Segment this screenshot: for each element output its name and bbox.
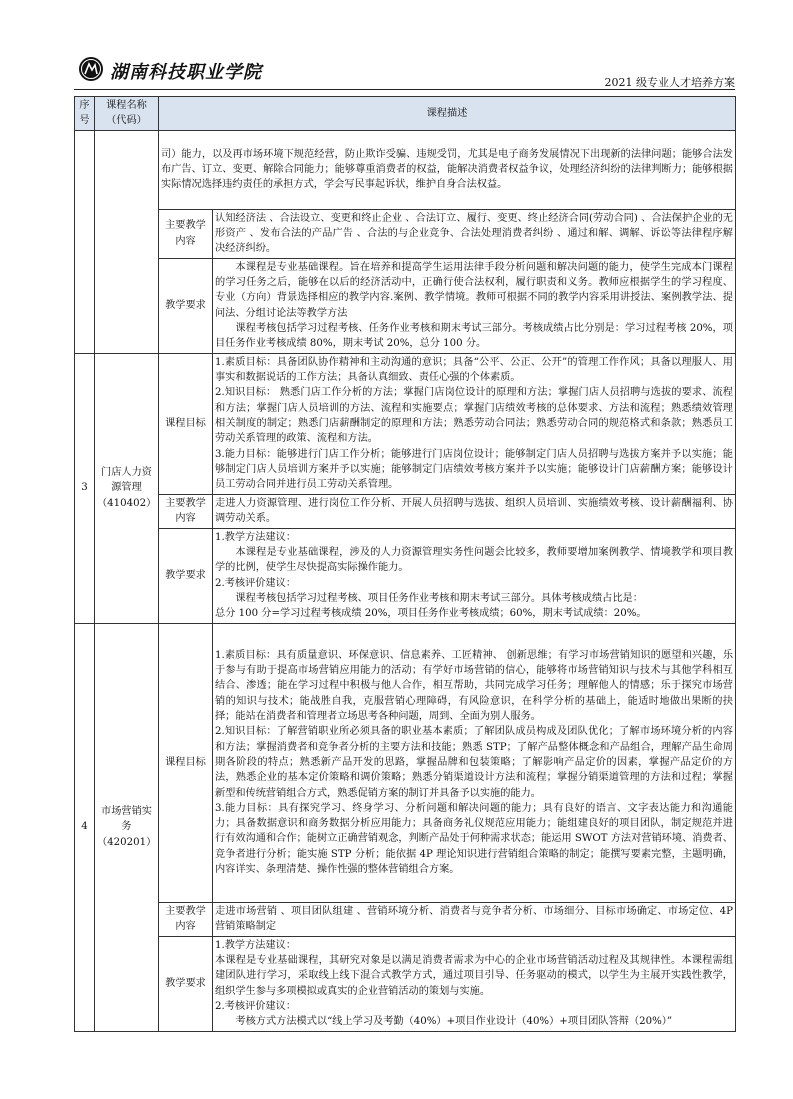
course-table: [74, 96, 736, 1032]
course-code: （410402）: [97, 497, 157, 509]
course-goals: 1.素质目标：具备团队协作精神和主动沟通的意识；具备“公平、公正、公开”的管理工作作风；具备以理服人、用事实和数据说话的工作方法；具备认真细致、责任心强的个体素质。 2.知识目标： 熟悉门店工作分析的方法；掌握门店岗位设计的原理和方法；掌握门店人员招聘与选拔的要求、流程和方法；掌握门店人员培训的方法、流程和实施要点；掌握门店绩效考核的总体要求、方法和流程；熟悉绩效管理相关制度的制定；熟悉门店薪酬制定的原理和方法；熟悉劳动合同法；熟悉劳动合同的规范格式和条款；熟悉员工劳动关系管理的政策、流程和方法。 3.能力目标：能够进行门店工作分析；能够进行门店岗位设计；能够制定门店人员招聘与选拔方案并予以实施；能够制定门店人员培训方案并予以实施；能够制定门店绩效考核方案并予以实施；能够设计门店薪酬方案；能够设计员工劳动合同并进行员工劳动关系管理。: [213, 353, 736, 494]
table-row: [75, 494, 736, 528]
course-code: （420201）: [97, 836, 157, 848]
header-rule: [74, 89, 735, 90]
row-label-content: 主要教学内容: [159, 902, 213, 936]
course-name: 市场营销实务 （420201）: [95, 623, 159, 1031]
page-header: [74, 54, 735, 88]
row-label-goals: 课程目标: [159, 353, 213, 494]
row-label-content: 主要教学内容: [159, 209, 213, 258]
course-name: 门店人力资源管理 （410402）: [95, 353, 159, 623]
table-row: [75, 902, 736, 936]
table-row: [75, 936, 736, 1031]
course-requirements: 1.教学方法建议： 本课程是专业基础课程，涉及的人力资源管理实务性问题会比较多，教师要增加案例教学、情境教学和项目教学的比例，使学生尽快提高实际操作能力。 2.考核评价建议： 课程考核包括学习过程考核、项目任务作业考核和期末考试三部分。具体考核成绩占比是： 总分 100 分=学习过程考核成绩 20%，项目任务作业考核成绩；60%，期末考试成绩：20%。: [213, 528, 736, 623]
course-no: 3: [75, 353, 95, 623]
course-requirements: 1.教学方法建议： 本课程是专业基础课程，其研究对象是以满足消费者需求为中心的企业市场营销活动过程及其规律性。本课程需组建团队进行学习，采取线上线下混合式教学方式，通过项目引导、任务驱动的模式，以学生为主展开实践性教学，组织学生参与多项模拟或真实的企业营销活动的策划与实施。 2.考核评价建议： 考核方式方法模式以“线上学习及考勤（40%）+项目作业设计（40%）+项目团队答辩（20%）”: [213, 936, 736, 1031]
table-row: [75, 353, 736, 494]
course-name: [95, 130, 159, 353]
table-row: [75, 130, 736, 209]
school-name: 湖南科技职业学院: [110, 62, 262, 83]
course-content: 走进人力资源管理、进行岗位工作分析、开展人员招聘与选拔、组织人员培训、实施绩效考核、设计薪酬福利、协调劳动关系。: [213, 494, 736, 528]
plan-title: 2021 级专业人才培养方案: [604, 76, 735, 89]
course-requirements: 本课程是专业基础课程。旨在培养和提高学生运用法律手段分析问题和解决问题的能力，使学生完成本门课程的学习任务之后，能够在以后的经济活动中，正确行使合法权利，履行职责和义务。教师应根据学生的学习程度、专业（方向）背景选择相应的教学内容.案例、教学情境。教师可根据不同的教学内容采用讲授法、案例教学法、提问法、分组讨论法等教学方法 课程考核包括学习过程考核、任务作业考核和期末考试三部分。考核成绩占比分别是：学习过程考核 20%，项目任务作业考核成绩 80%，期末考试 20%，总分 100 分。: [213, 258, 736, 353]
course-content: 认知经济法 、合法设立、变更和终止企业 、合法订立、履行、变更、终止经济合同(劳动合同) 、合法保护企业的无形资产 、发布合法的产品广告 、合法的与企业竞争、合法处理消费者纠纷 、通过和解、调解、诉讼等法律程序解决经济纠纷。: [213, 209, 736, 258]
table-row: [75, 528, 736, 623]
course-desc-continuation: 司）能力，以及再市场环境下规范经营，防止欺诈受骗、违规受罚，尤其是电子商务发展情况下出现新的法律问题；能够合法发布广告、订立、变更、解除合同能力；能够尊重消费者的权益，能解决消费者权益争议，处理经济纠纷的法律判断力；能够根据实际情况选择违约责任的承担方式，学会写民事起诉状，维护自身合法权益。: [159, 130, 736, 209]
col-header-desc: 课程描述: [159, 97, 736, 131]
table-row: [75, 623, 736, 902]
table-row: [75, 258, 736, 353]
row-label-goals: 课程目标: [159, 623, 213, 902]
course-content: 走进市场营销 、项目团队组建 、营销环境分析、消费者与竞争者分析、市场细分、目标市场确定、市场定位、4P 营销策略制定: [213, 902, 736, 936]
row-label-requirements: 教学要求: [159, 258, 213, 353]
col-header-no: 序号: [75, 97, 95, 131]
table-header-row: [75, 97, 736, 131]
row-label-requirements: 教学要求: [159, 528, 213, 623]
table-row: [75, 209, 736, 258]
course-no: [75, 130, 95, 353]
course-goals: 1.素质目标：具有质量意识、环保意识、信息素养、工匠精神、 创新思维；有学习市场营销知识的愿望和兴趣，乐于参与有助于提高市场营销应用能力的活动；有学好市场营销的信心，能够将市场营销知识与技术与其他学科相互结合、渗透；能在学习过程中积极与他人合作，相互帮助，共同完成学习任务；理解他人的情感；乐于探究市场营销的知识与技术；能战胜自我，克服营销心理障碍，有风险意识，在科学分析的基础上，能适时地做出果断的抉择；能站在消费者和管理者立场思考各种问题，周到、全面为别人服务。 2.知识目标：了解营销职业所必须具备的职业基本素质；了解团队成员构成及团队优化；了解市场环境分析的内容和方法；掌握消费者和竞争者分析的主要方法和技能；熟悉 STP；了解产品整体概念和产品组合，理解产品生命周期各阶段的特点；熟悉新产品开发的思路，掌握品牌和包装策略；了解影响产品定价的因素，掌握产品定价的方法，熟悉企业的基本定价策略和调价策略；熟悉分销渠道设计方法和流程；掌握分销渠道管理的方法和过程；掌握新型和传统营销组合方式，熟悉促销方案的制订并具备予以实施的能力。 3.能力目标：具有探究学习、终身学习、分析问题和解决问题的能力；具有良好的语言、文字表达能力和沟通能力；具备数据意识和商务数据分析应用能力；具备商务礼仪规范应用能力；能组建良好的项目团队，制定规范并进行有效沟通和合作；能树立正确营销观念，判断产品处于何种需求状态；能运用 SWOT 方法对营销环境、消费者、竞争者进行分析；能实施 STP 分析；能依据 4P 理论知识进行营销组合策略的制定；能撰写要素完整，主题明确，内容详实、条理清楚、操作性强的整体营销组合方案。: [213, 623, 736, 902]
school-logo-icon: [78, 56, 104, 82]
row-label-requirements: 教学要求: [159, 936, 213, 1031]
course-no: 4: [75, 623, 95, 1031]
row-label-content: 主要教学内容: [159, 494, 213, 528]
col-header-name: 课程名称（代码）: [95, 97, 159, 131]
